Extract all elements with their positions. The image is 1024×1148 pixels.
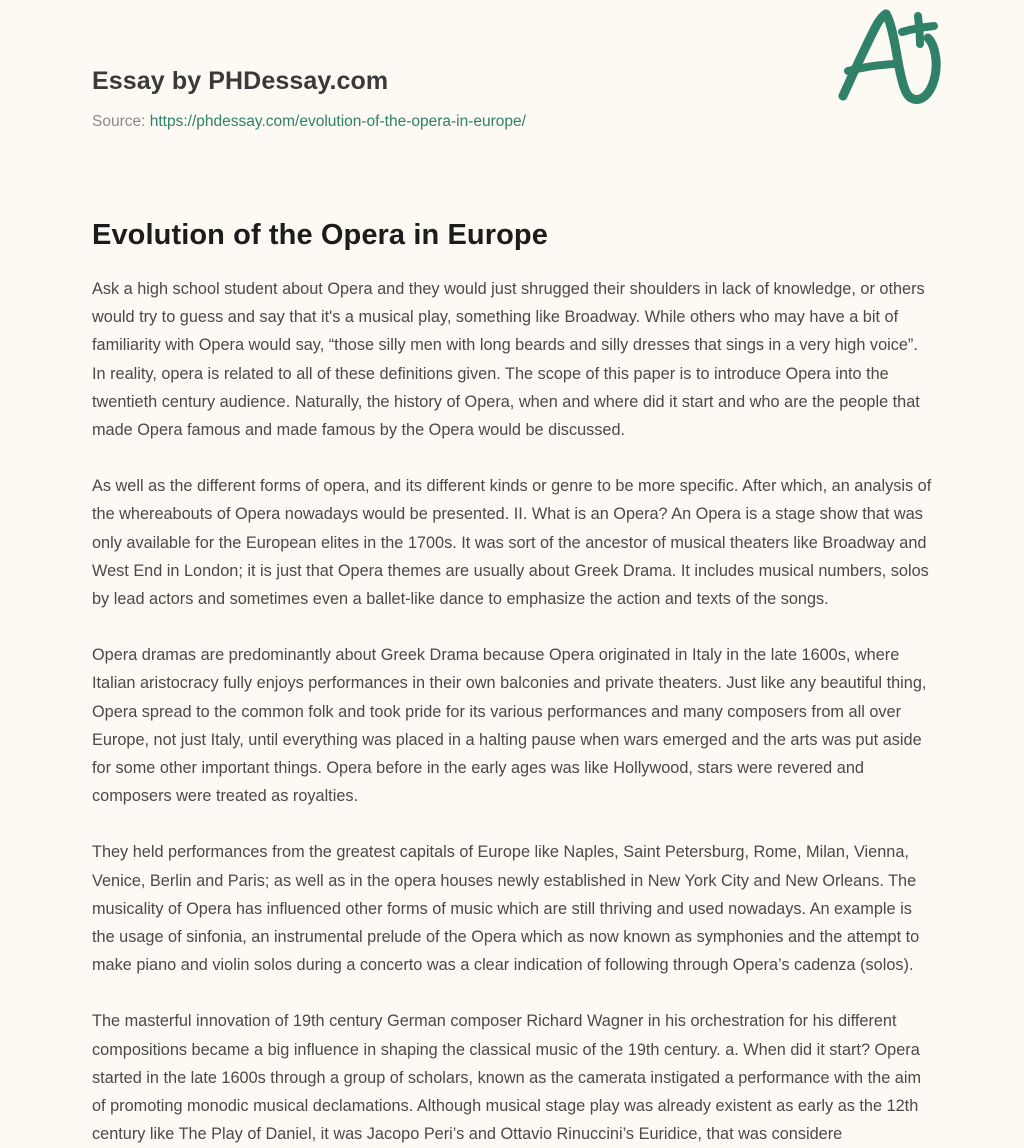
paragraph: Ask a high school student about Opera and they would just shrugged their shoulders in lack of knowledge, or others would try to guess and say that it's a musical play, something like Broadway. While others who may have a bit of familiarity with Opera would say, “those silly men with long beards and silly dresses that sings in a very high voice”. In reality, opera is related to all of these definitions given. The scope of this paper is to introduce Opera into the twentieth century audience. Naturally, the history of Opera, when and where did it start and who are the people that made Opera famous and made famous by the Opera would be discussed. bbox=[92, 280, 925, 440]
page-header bbox=[92, 0, 932, 130]
source-line bbox=[92, 112, 932, 132]
brand-title: Essay by PHDessay.com bbox=[92, 67, 389, 95]
a-plus-logo bbox=[820, 0, 960, 122]
source-url-link[interactable]: https://phdessay.com/evolution-of-the-opera-in-europe/ bbox=[149, 113, 526, 130]
paragraph: As well as the different forms of opera, and its different kinds or genre to be more specific. After which, an analysis of the whereabouts of Opera nowadays would be presented. II. What is an Opera? An Opera is a stage show that was only available for the European elites in the 1700s. It was sort of the ancestor of musical theaters like Broadway and West End in London; it is just that Opera themes are usually about Greek Drama. It includes musical numbers, solos by lead actors and sometimes even a ballet-like dance to emphasize the action and texts of the songs. bbox=[92, 477, 932, 609]
source-label: Source: bbox=[92, 113, 146, 130]
article-body bbox=[92, 253, 932, 1148]
paragraph: The masterful innovation of 19th century German composer Richard Wagner in his orchestration for his different compositions became a big influence in shaping the classical music of the 19th century. a. When did it start? Opera started in the late 1600s through a group of scholars, known as the camerata instigated a performance with the aim of promoting monodic musical declamations. Although musical stage play was already existent as early as the 12th century like The Play of Daniel, it was Jacopo Peri’s and Ottavio Rinuccini’s Euridice, that was considere bbox=[92, 1012, 922, 1144]
paragraph: Opera dramas are predominantly about Greek Drama because Opera originated in Italy in the late 1600s, where Italian aristocracy fully enjoys performances in their own balconies and private theaters. Just like any beautiful thing, Opera spread to the common folk and took pride for its various performances and many composers from all over Europe, not just Italy, until everything was placed in a halting pause when wars emerged and the arts was put aside for some other important things. Opera before in the early ages was like Hollywood, stars were revered and composers were treated as royalties. bbox=[92, 646, 927, 806]
a-plus-logo-icon bbox=[820, 0, 960, 122]
paragraph: They held performances from the greatest capitals of Europe like Naples, Saint Petersburg, Rome, Milan, Vienna, Venice, Berlin and Paris; as well as in the opera houses newly established in New York City and New Orleans. The musicality of Opera has influenced other forms of music which are still thriving and used nowadays. An example is the usage of sinfonia, an instrumental prelude of the Opera which as now known as symphonies and the attempt to make piano and violin solos during a concerto was a clear indication of following through Opera’s cadenza (solos). bbox=[92, 843, 920, 975]
page-title: Evolution of the Opera in Europe bbox=[92, 219, 548, 251]
